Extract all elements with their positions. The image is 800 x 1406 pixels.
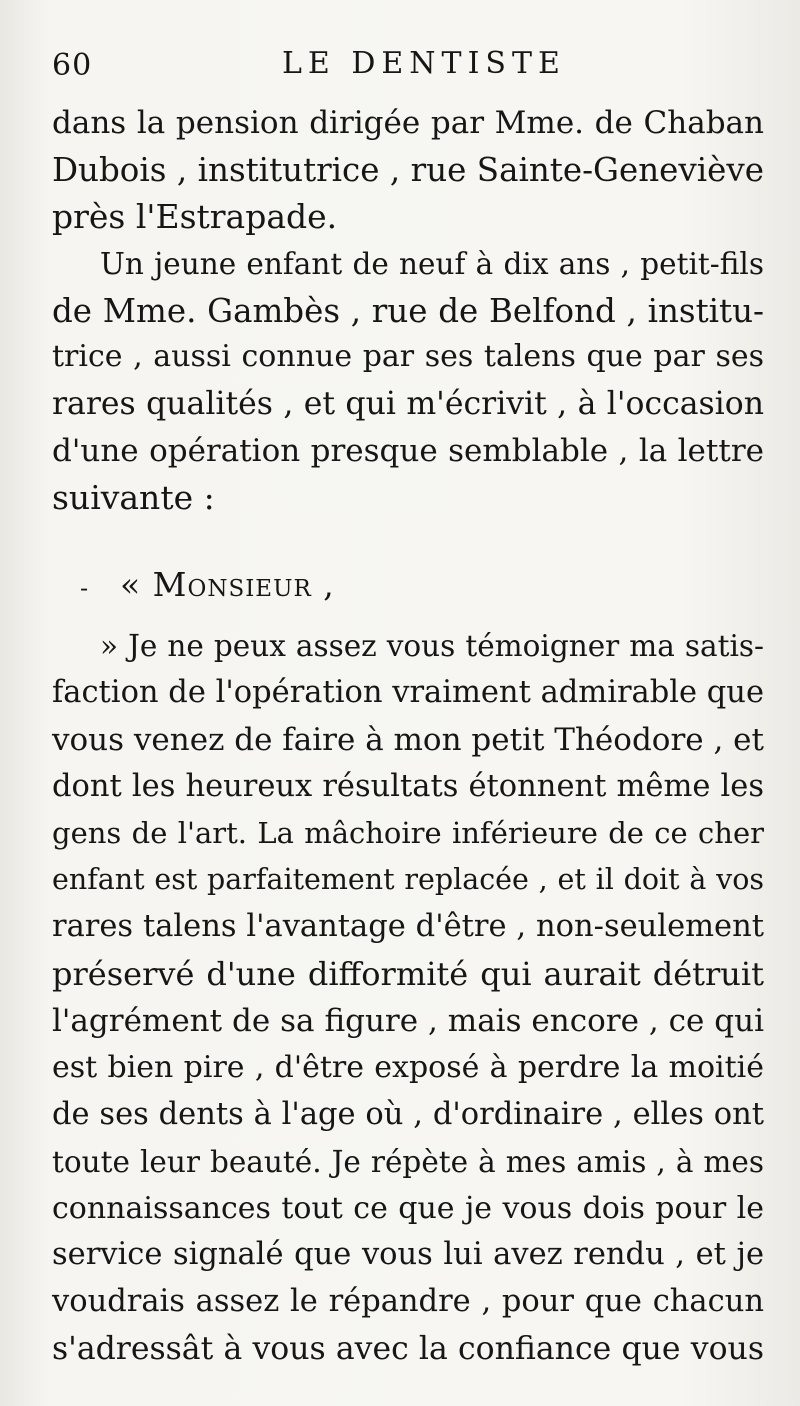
- body-text: [52, 100, 764, 1373]
- text-line: enfant est parfaitement replacée , et il doit à vos: [52, 863, 764, 897]
- salutation-text: « Monsieur ,: [120, 565, 335, 605]
- text-line: préservé d'une difformité qui aurait détruit: [52, 955, 764, 994]
- text-line: s'adressât à vous avec la confiance que vous: [52, 1331, 764, 1368]
- text-line: trice , aussi connue par ses talens que par ses: [52, 339, 764, 375]
- dash-mark: -: [80, 574, 89, 603]
- text-line: dont les heureux résultats étonnent même les: [52, 768, 764, 804]
- text-line: dans la pension dirigée par Mme. de Chaban: [52, 105, 764, 141]
- text-line: service signalé que vous lui avez rendu , et je: [52, 1237, 764, 1273]
- text-line: d'une opération presque semblable , la lettre: [52, 433, 764, 470]
- text-line: » Je ne peux assez vous témoigner ma satis-: [100, 628, 764, 663]
- text-line: toute leur beauté. Je répète à mes amis , à mes: [52, 1144, 764, 1179]
- text-line: rares talens l'avantage d'être , non-seulement: [52, 909, 764, 945]
- text-line: faction de l'opération vraiment admirable que: [52, 674, 764, 710]
- running-head: LE DENTISTE: [282, 46, 566, 81]
- text-line: près l'Estrapade.: [52, 196, 338, 236]
- text-line: vous venez de faire à mon petit Théodore , et: [52, 721, 764, 758]
- text-line: Dubois , institutrice , rue Sainte-Geneviève: [52, 150, 764, 189]
- page-number: 60: [52, 48, 93, 83]
- letter-salutation: [52, 562, 764, 609]
- page-header: [52, 44, 764, 94]
- text-line: rares qualités , et qui m'écrivit , à l'occasion: [52, 386, 764, 423]
- text-line: voudrais assez le répandre , pour que chacun: [52, 1284, 764, 1320]
- text-line: l'agrément de sa figure , mais encore , ce qui: [52, 1003, 764, 1040]
- text-line: est bien pire , d'être exposé à perdre la moitié: [52, 1049, 764, 1085]
- text-line: connaissances tout ce que je vous dois pour le: [52, 1190, 764, 1226]
- text-line: Un jeune enfant de neuf à dix ans , petit-fils: [100, 246, 764, 281]
- text-line: gens de l'art. La mâchoire inférieure de ce cher: [52, 816, 764, 851]
- text-line: de ses dents à l'age où , d'ordinaire , elles ont: [52, 1096, 764, 1132]
- text-line: suivante :: [52, 478, 215, 518]
- text-line: de Mme. Gambès , rue de Belfond , institu-: [52, 291, 764, 330]
